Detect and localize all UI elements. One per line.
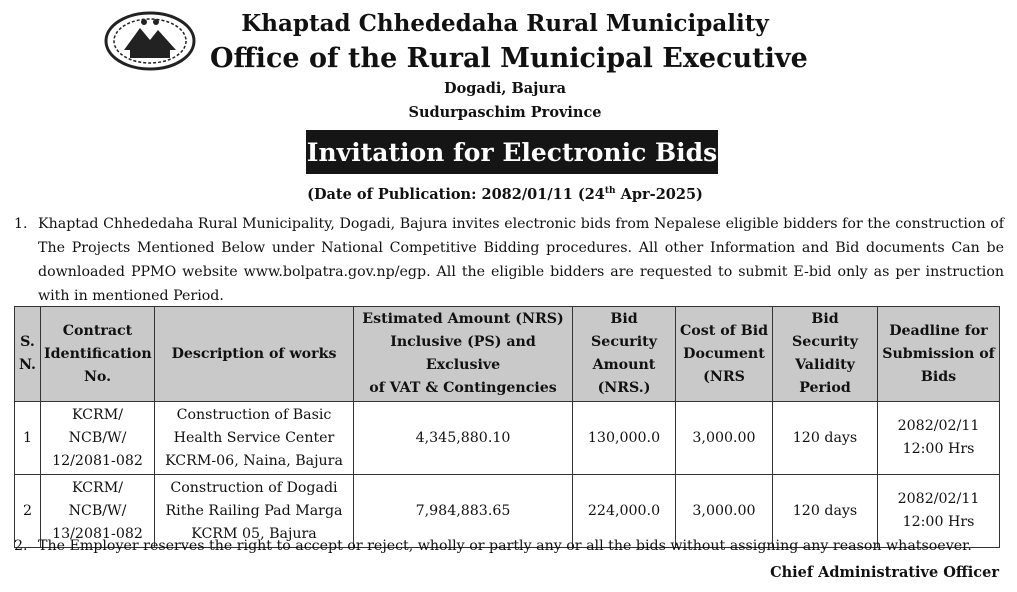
cell-deadline: 2082/02/11 12:00 Hrs: [878, 475, 1000, 548]
cell-security: 224,000.0: [573, 475, 676, 548]
cell-estimated: 7,984,883.65: [354, 475, 573, 548]
municipality-name: Khaptad Chhededaha Rural Municipality: [241, 10, 769, 37]
nepal-emblem-icon: [100, 10, 200, 72]
paragraph-text: Khaptad Chhededaha Rural Municipality, Dogadi, Bajura invites electronic bids from Nepalese eligible bidders for the construction of The Projects Mentioned Below under National Competitive Bidding procedures. All other Information and Bid documents Can be downloaded PPMO website www.bolpatra.gov.np/egp. All the eligible bidders are requested to submit E-bid only as per instruction with in mentioned Period.: [38, 216, 1004, 304]
col-estimated: Estimated Amount (NRS) Inclusive (PS) and Exclusive of VAT & Contingencies: [354, 307, 573, 402]
table-header-row: [15, 307, 1000, 402]
paragraph-1: [14, 212, 1004, 308]
col-bid-security: Bid Security Amount (NRS.): [573, 307, 676, 402]
cell-description: Construction of Basic Health Service Center KCRM-06, Naina, Bajura: [155, 402, 354, 475]
cell-sn: 2: [15, 475, 41, 548]
paragraph-2: [14, 534, 1004, 558]
paragraph-text: The Employer reserves the right to accept or reject, wholly or partly any or all the bids without assigning any reason whatsoever.: [38, 538, 972, 554]
col-sn: S. N.: [15, 307, 41, 402]
cell-security: 130,000.0: [573, 402, 676, 475]
cell-cost: 3,000.00: [676, 402, 773, 475]
cell-sn: 1: [15, 402, 41, 475]
cell-estimated: 4,345,880.10: [354, 402, 573, 475]
table-row: [15, 402, 1000, 475]
col-contract: Contract Identification No.: [41, 307, 155, 402]
bids-table: [14, 306, 1000, 548]
col-validity: Bid Security Validity Period: [773, 307, 878, 402]
paragraph-number: 2.: [14, 538, 28, 554]
cell-validity: 120 days: [773, 475, 878, 548]
paragraph-number: 1.: [14, 216, 28, 232]
col-description: Description of works: [155, 307, 354, 402]
office-name: Office of the Rural Municipal Executive: [210, 43, 808, 74]
signature-title: Chief Administrative Officer: [770, 564, 999, 581]
cell-contract: KCRM/ NCB/W/ 12/2081-082: [41, 402, 155, 475]
cell-validity: 120 days: [773, 402, 878, 475]
col-deadline: Deadline for Submission of Bids: [878, 307, 1000, 402]
cell-deadline: 2082/02/11 12:00 Hrs: [878, 402, 1000, 475]
cell-description: Construction of Dogadi Rithe Railing Pad Marga KCRM 05, Bajura: [155, 475, 354, 548]
cell-contract: KCRM/ NCB/W/ 13/2081-082: [41, 475, 155, 548]
province-name: Sudurpaschim Province: [408, 104, 602, 121]
notice-title: Invitation for Electronic Bids: [306, 130, 718, 174]
publication-date: (Date of Publication: 2082/01/11 (24th Apr-2025): [307, 186, 703, 203]
cell-cost: 3,000.00: [676, 475, 773, 548]
col-cost: Cost of Bid Document (NRS: [676, 307, 773, 402]
office-location: Dogadi, Bajura: [444, 80, 566, 97]
